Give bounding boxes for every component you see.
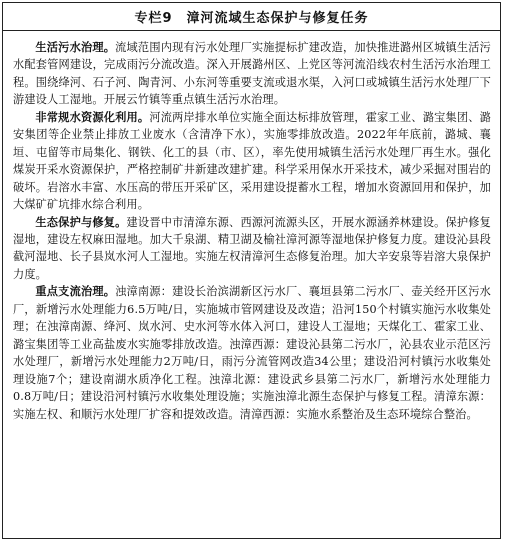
section-text: 浊漳南源：建设长治滨湖新区污水厂、襄垣县第二污水厂、壶关经开区污水厂，新增污水处理能力6.5万吨/日，实施城市管网建设及改造；沿河150个村镇实施污水收集处理；在浊漳南源、绛河、岚水河、史水河等水体入河口，建设人工湿地；天煤化工、霍家工业、潞宝集团等工业高盐废水实施零排放改造。浊漳西源：建设沁县第二污水厂，沁县农业示范区污水处理厂，新增污水处理能力2万吨/日，雨污分流管网改造34公里；建设沿河村镇污水收集处理设施7个；建设南湖水质净化工程。浊漳北源：建设武乡县第二污水厂，新增污水处理能力0.8万吨/日；建设沿河村镇污水收集处理设施；实施浊漳北源生态保护与修复工程。清漳东源：实施左权、和顺污水处理厂扩容和提效改造。清漳西源：实施水系整治及生态环境综合整治。 [13,285,491,421]
section-tributary-treatment [13,283,491,423]
section-heading: 重点支流治理。 [35,285,116,299]
section-text: 流域范围内现有污水处理厂实施提标扩建改造，加快推进潞州区城镇生活污水配套管网建设，完成雨污分流改造。深入开展潞州区、上党区等河流沿线农村生活污水治理工程。围绕绛河、石子河、陶青河、小东河等重要支流或退水渠，入河口或城镇生活污水处理厂下游建设人工湿地。开展云竹镇等重点镇生活污水治理。 [13,41,491,107]
section-heading: 非常规水资源化利用。 [35,110,150,124]
box-title: 漳河流域生态保护与修复任务 [186,11,369,26]
section-text: 河流两岸排水单位实施全面达标排放管理，霍家工业、潞宝集团、潞安集团等企业禁止排放工业废水（含清净下水），实施零排放改造。2022年年底前，潞城、襄垣、屯留等市局集化、钢铁、化工的县（市、区），率先使用城镇生活污水处理厂再生水。强化煤炭开采水资源保护，严格控制矿井新建改建扩建。科学采用保水开采技术，减少采掘对围岩的破坏。岩溶水丰富、水压高的带压开采矿区，采用建设提蓄水工程，增加水资源回用和保护，加大煤矿矿坑排水综合利用。 [13,110,491,212]
section-heading: 生态保护与修复。 [35,215,127,229]
box-label: 专栏9 [134,11,173,26]
box-header [3,3,500,31]
section-text: 建设晋中市清漳东源、西源河流源头区，开展水源涵养林建设。保护修复湿地，建设左权麻田湿地。加大千泉湖、精卫湖及榆社漳河源等湿地保护修复力度。建设沁县段截河湿地、长子县岚水河人工湿地。实施左权清漳河生态修复治理。加大辛安泉等岩溶大泉保护力度。 [13,215,491,281]
section-heading: 生活污水治理。 [35,41,116,54]
section-ecological-restoration [13,214,491,284]
section-domestic-sewage [13,39,491,109]
special-column-box [2,2,501,539]
section-unconventional-water [13,109,491,214]
box-body [3,31,500,429]
